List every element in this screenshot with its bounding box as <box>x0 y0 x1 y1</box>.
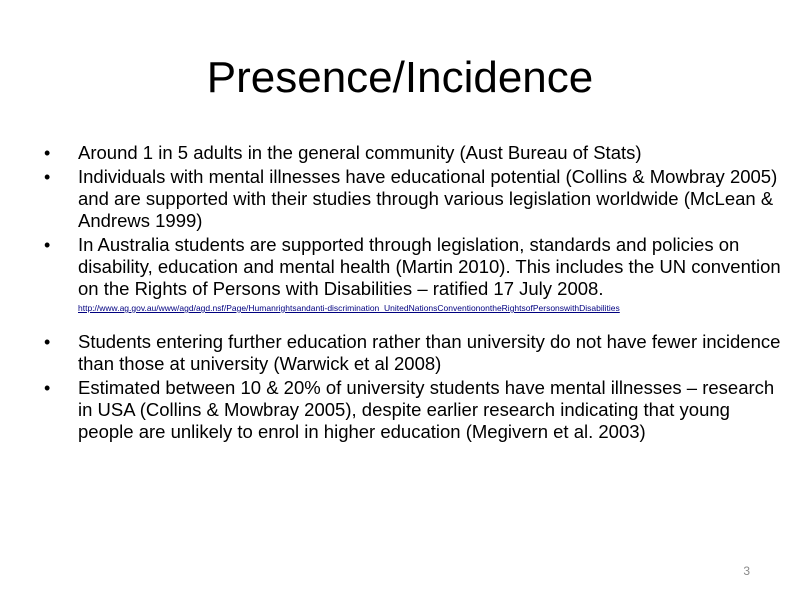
bullet-dot-icon: • <box>44 378 51 398</box>
page-number: 3 <box>743 564 750 578</box>
bullet-list <box>40 142 790 445</box>
bullet-text: Estimated between 10 & 20% of university students have mental illnesses – research in USA (Collins & Mowbray 2005), despite earlier research indicating that young people are unlikely to enrol in higher education (Megivern et al. 2003) <box>78 377 775 442</box>
un-convention-link[interactable]: http://www.ag.gov.au/www/agd/agd.nsf/Page/Humanrightsandanti-discrimination_UnitedNationsConventionontheRightsofPersonswithDisabilities <box>78 303 620 313</box>
bullet-item <box>40 142 790 164</box>
bullet-text: Individuals with mental illnesses have educational potential (Collins & Mowbray 2005) and are supported with their studies through various legislation worldwide (McLean & Andrews 1999) <box>78 166 778 231</box>
bullet-item <box>40 234 790 314</box>
slide-title: Presence/Incidence <box>206 53 594 102</box>
bullet-text: Around 1 in 5 adults in the general community (Aust Bureau of Stats) <box>78 142 642 163</box>
bullet-item <box>40 331 790 375</box>
bullet-dot-icon: • <box>44 235 51 255</box>
bullet-dot-icon: • <box>44 332 51 352</box>
bullet-text: In Australia students are supported through legislation, standards and policies on disability, education and mental health (Martin 2010). This includes the UN convention on the Rights of Persons with Disabilities – ratified 17 July 2008. <box>78 234 781 299</box>
bullet-item <box>40 166 790 232</box>
bullet-text: Students entering further education rather than university do not have fewer incidence than those at university (Warwick et al 2008) <box>78 331 781 374</box>
bullet-dot-icon: • <box>44 143 51 163</box>
bullet-item <box>40 377 790 443</box>
bullet-dot-icon: • <box>44 167 51 187</box>
